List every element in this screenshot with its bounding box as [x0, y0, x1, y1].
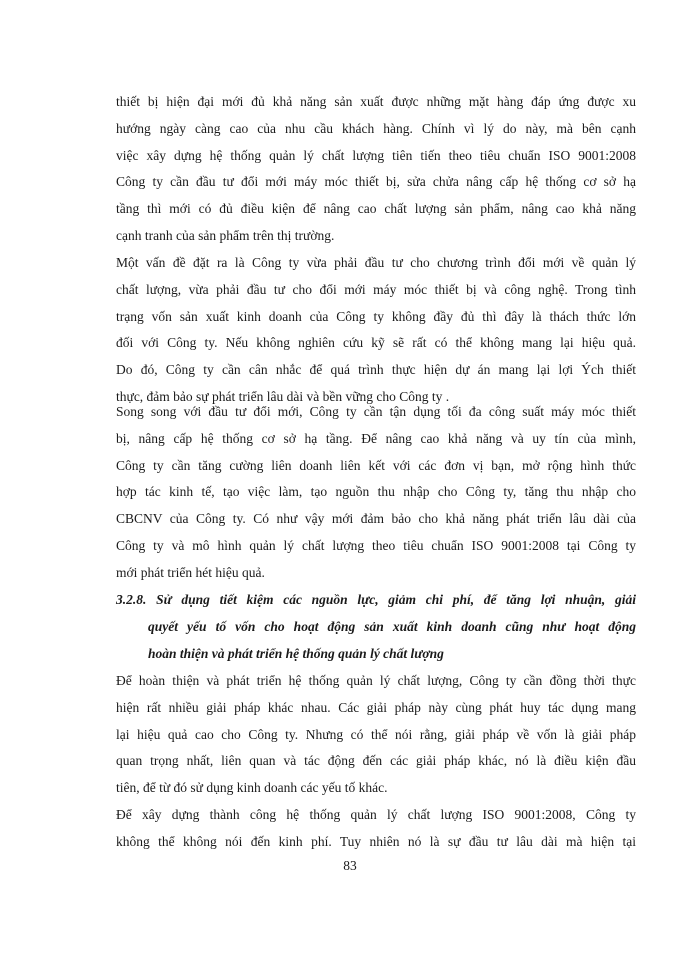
paragraph-line: Để xây dựng thành công hệ thống quản lý chất lượng ISO 9001:2008, Công ty [116, 807, 636, 822]
heading-line: 3.2.8. Sử dụng tiết kiệm các nguồn lực, giảm chi phí, để tăng lợi nhuận, giải [116, 592, 636, 607]
heading-line: quyết yếu tố vốn cho hoạt động sản xuất kinh doanh cũng như hoạt động [148, 618, 636, 634]
paragraph-5 [116, 802, 636, 856]
paragraph-line: Do đó, Công ty cần cân nhắc để quá trình thực hiện dự án mang lại lợi Ých thiết [116, 362, 636, 378]
paragraph-line: mới phát triển hét hiệu quả. [116, 564, 265, 580]
paragraph-line: tiên, để từ đó sử dụng kinh doanh các yếu tố khác. [116, 780, 388, 796]
paragraph-line: cạnh tranh của sản phẩm trên thị trường. [116, 227, 335, 243]
paragraph-4 [116, 668, 636, 802]
section-heading-3-2-8 [116, 587, 636, 667]
paragraph-line: đối với Công ty. Nếu không nghiên cứu kỹ sẽ rất có thể không mang lại hiệu quả. [116, 335, 636, 351]
paragraph-line: hợp tác kinh tế, tạo việc làm, tạo nguồn thu nhập cho Công ty, tăng thu nhập cho [116, 484, 636, 500]
paragraph-3 [116, 399, 636, 587]
paragraph-line: CBCNV của Công ty. Có như vậy mới đảm bảo cho khả năng phát triển lâu dài của [116, 511, 636, 527]
paragraph-line: thiết bị hiện đại mới đủ khả năng sản xuất được những mặt hàng đáp ứng được xu [116, 94, 636, 109]
paragraph-line: Công ty cần đầu tư đổi mới máy móc thiết bị, sửa chửa nâng cấp hệ thống cơ sở hạ [116, 174, 636, 190]
paragraph-line: thực, đảm bảo sự phát triển lâu dài và bền vững cho Công ty . [116, 388, 450, 404]
heading-line: hoàn thiện và phát triển hệ thống quản lý chất lượng [148, 645, 444, 661]
paragraph-1 [116, 89, 636, 250]
paragraph-line: quan trọng nhất, liên quan và tác động đến các giải pháp khác, nó là điều kiện đầu [116, 753, 636, 769]
paragraph-line: lại hiệu quả cao cho Công ty. Nhưng có thể nói rằng, giải pháp về vốn là giải pháp [116, 726, 636, 742]
paragraph-line: hướng ngày càng cao của nhu cầu khách hàng. Chính vì lý do này, mà bên cạnh [116, 120, 636, 136]
paragraph-2 [116, 250, 636, 411]
paragraph-line: tầng thì mới có đủ điều kiện để nâng cao chất lượng sản phẩm, nâng cao khả năng [116, 201, 636, 217]
paragraph-line: Song song với đầu tư đổi mới, Công ty cần tận dụng tối đa công suất máy móc thiết [116, 404, 636, 419]
paragraph-line: Một vấn đề đặt ra là Công ty vừa phải đầu tư cho chương trình đổi mới về quản lý [116, 255, 636, 270]
paragraph-line: Công ty và mô hình quản lý chất lượng theo tiêu chuẩn ISO 9001:2008 tại Công ty [116, 537, 636, 553]
paragraph-line: Công ty cần tăng cường liên doanh liên kết với các đơn vị bạn, mở rộng hình thức [116, 457, 636, 473]
paragraph-line: không thể không nói đến kinh phí. Tuy nhiên nó là sự đầu tư lâu dài mà hiện tại [116, 833, 636, 849]
paragraph-line: bị, nâng cấp hệ thống cơ sở hạ tầng. Để nâng cao khả năng và uy tín của mình, [116, 430, 636, 446]
paragraph-line: hiện rất nhiều giải pháp khác nhau. Các giải pháp này cùng phát huy tác dụng mang [116, 699, 636, 715]
paragraph-line: việc xây dựng hệ thống quản lý chất lượng tiên tiến theo tiêu chuẩn ISO 9001:2008 [116, 147, 636, 163]
paragraph-line: trạng vốn sản xuất kinh doanh của Công ty không đầy đủ thì đây là thách thức lớn [116, 308, 636, 324]
page-number: 83 [343, 858, 357, 873]
paragraph-line: chất lượng, vừa phải đầu tư cho đổi mới máy móc thiết bị và công nghệ. Trong tình [116, 281, 636, 297]
paragraph-line: Để hoàn thiện và phát triển hệ thống quản lý chất lượng, Công ty cần đồng thời thực [116, 673, 636, 688]
